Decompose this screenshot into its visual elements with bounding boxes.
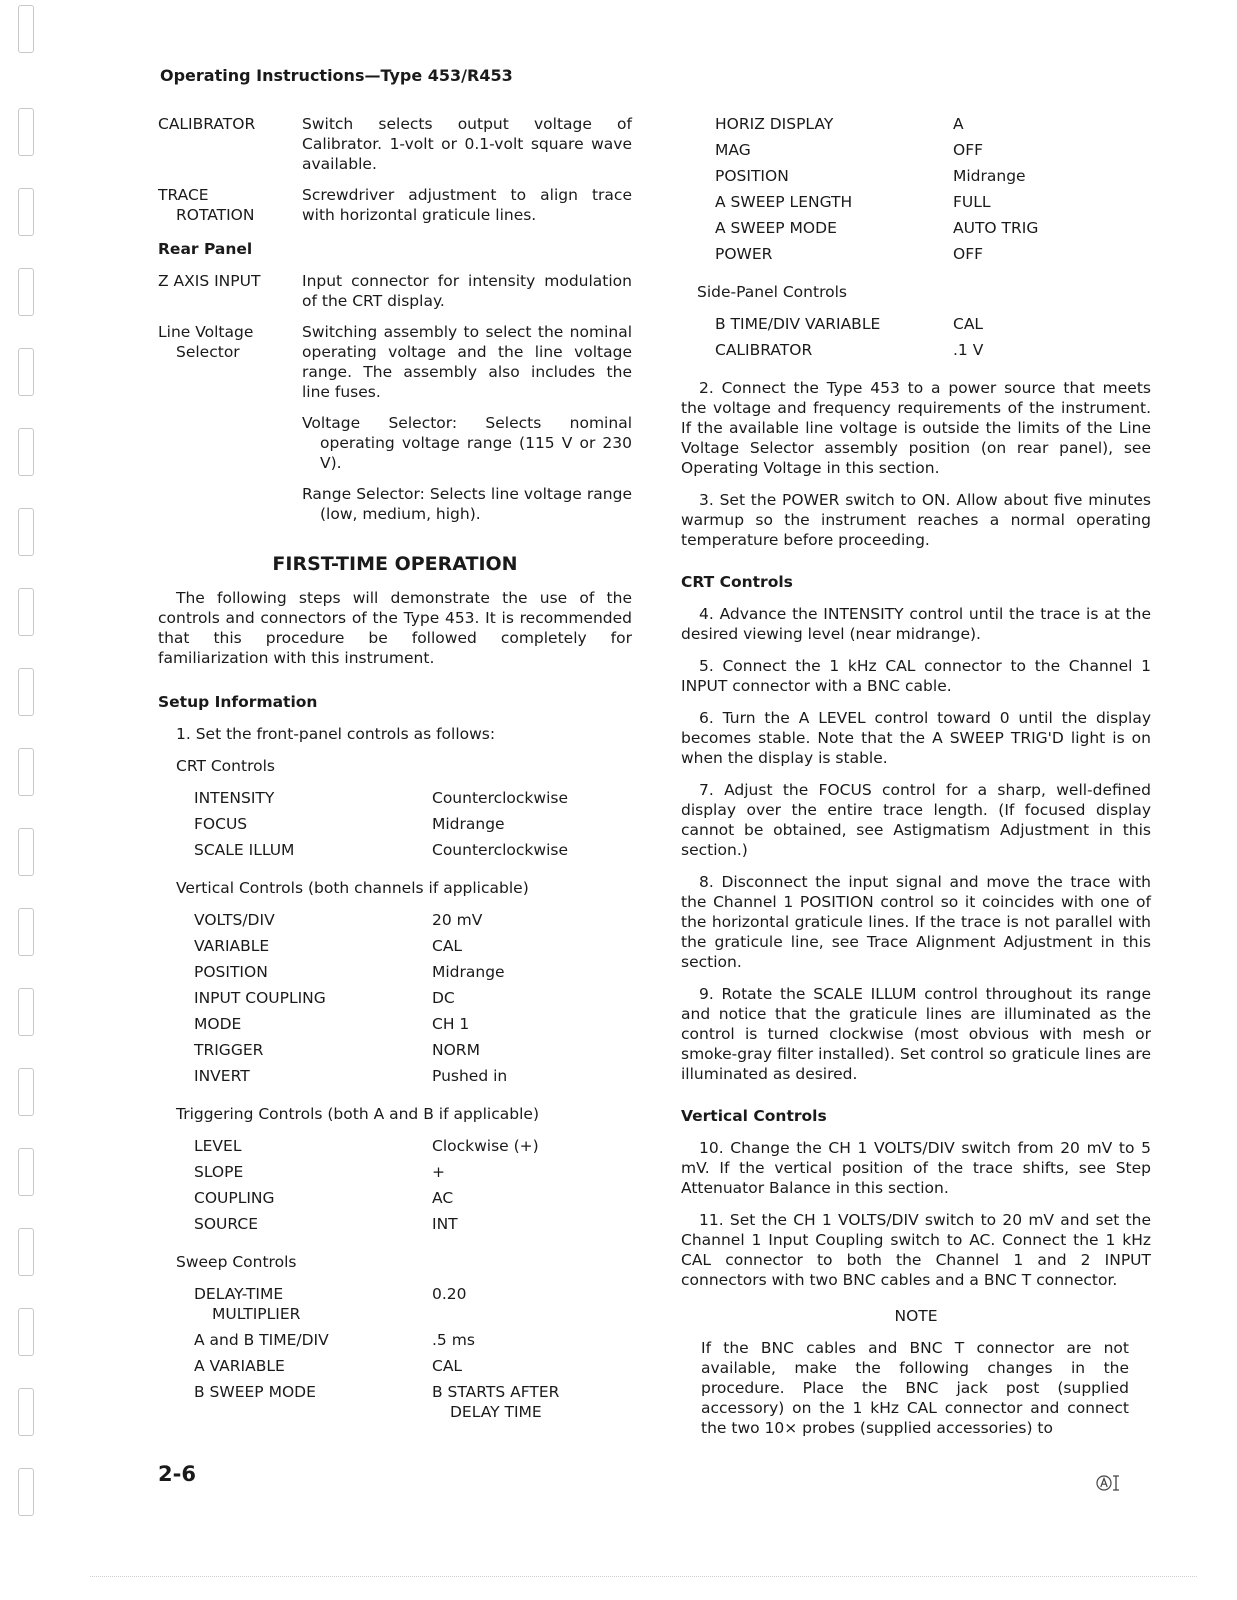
- group-title-sweep: Sweep Controls: [176, 1253, 297, 1271]
- step-paragraph: 10. Change the CH 1 VOLTS/DIV switch from 20 mV to 5 mV. If the vertical position of the trace shifts, see Step Attenuator Balance in this section.: [681, 1139, 1151, 1197]
- group-title-vertical: Vertical Controls (both channels if applicable): [176, 879, 529, 897]
- setting-name: VARIABLE: [194, 937, 270, 955]
- setting-name: INVERT: [194, 1067, 250, 1085]
- settings-table-vertical: [194, 910, 602, 1092]
- setting-name: SOURCE: [194, 1215, 258, 1233]
- definition-term: Z AXIS INPUT: [158, 272, 261, 290]
- settings-table-side-panel: [715, 314, 1123, 366]
- setting-value-cont: DELAY TIME: [450, 1403, 542, 1421]
- table-row: [194, 962, 602, 988]
- table-row: [194, 1188, 602, 1214]
- setting-name: B TIME/DIV VARIABLE: [715, 315, 881, 333]
- setting-value: Clockwise (+): [432, 1137, 539, 1155]
- setting-value: CAL: [953, 315, 984, 333]
- setting-value: Midrange: [432, 815, 505, 833]
- table-row: [194, 936, 602, 962]
- definition-text: Screwdriver adjustment to align trace with horizontal graticule lines.: [302, 186, 632, 224]
- right-column: [681, 114, 1151, 1438]
- group-title-side-panel: Side-Panel Controls: [697, 283, 847, 301]
- setting-value: Counterclockwise: [432, 789, 569, 807]
- running-head: Operating Instructions—Type 453/R453: [160, 66, 513, 85]
- setting-name: VOLTS/DIV: [194, 911, 275, 929]
- settings-table-triggering: [194, 1136, 602, 1240]
- table-row: [194, 1284, 602, 1330]
- step-paragraph: 1. Set the front-panel controls as follows:: [176, 725, 496, 743]
- setting-value: Pushed in: [432, 1067, 508, 1085]
- table-row: [715, 140, 1123, 166]
- setting-name: SCALE ILLUM: [194, 841, 295, 859]
- table-row: [194, 988, 602, 1014]
- setting-name: MODE: [194, 1015, 242, 1033]
- setting-name: A VARIABLE: [194, 1357, 285, 1375]
- group-title-triggering: Triggering Controls (both A and B if applicable): [176, 1105, 539, 1123]
- intro-paragraph: The following steps will demonstrate the use of the controls and connectors of the Type 453. It is recommended that this procedure be followed completely for familiarization with this instrument.: [158, 589, 632, 667]
- setting-name: INTENSITY: [194, 789, 275, 807]
- setting-name: A SWEEP MODE: [715, 219, 837, 237]
- setting-value: CH 1: [432, 1015, 470, 1033]
- definition-line-voltage-selector: [158, 322, 632, 524]
- crt-controls-heading: CRT Controls: [681, 573, 793, 591]
- setting-value: B STARTS AFTER: [432, 1383, 560, 1401]
- setting-value: AUTO TRIG: [953, 219, 1039, 237]
- table-row: [194, 1136, 602, 1162]
- setup-heading: Setup Information: [158, 693, 318, 711]
- table-row: [194, 840, 602, 866]
- group-title-crt: CRT Controls: [176, 757, 275, 775]
- vertical-controls-heading: Vertical Controls: [681, 1107, 827, 1125]
- setting-name: HORIZ DISPLAY: [715, 115, 834, 133]
- setting-value: OFF: [953, 245, 984, 263]
- binder-holes: [14, 0, 38, 1600]
- left-column: [158, 114, 632, 1440]
- setting-name: POWER: [715, 245, 773, 263]
- table-row: [715, 166, 1123, 192]
- step-paragraph: 2. Connect the Type 453 to a power source that meets the voltage and frequency requirements of the instrument. If the available line voltage is outside the limits of the Line Voltage Selector assembly position (on rear panel), see Operating Voltage in this section.: [681, 379, 1151, 477]
- setting-value: FULL: [953, 193, 991, 211]
- table-row: [194, 788, 602, 814]
- setting-name: POSITION: [194, 963, 268, 981]
- definition-z-axis-input: [158, 271, 632, 311]
- table-row: [715, 192, 1123, 218]
- definition-text: Range Selector: Selects line voltage range (low, medium, high).: [302, 485, 632, 523]
- setting-name: TRIGGER: [194, 1041, 264, 1059]
- table-row: [194, 1356, 602, 1382]
- setting-name: A SWEEP LENGTH: [715, 193, 853, 211]
- table-row: [194, 1162, 602, 1188]
- table-row: [194, 1330, 602, 1356]
- setting-value: CAL: [432, 937, 463, 955]
- section-title: FIRST-TIME OPERATION: [272, 553, 518, 575]
- revision-mark-icon: [1096, 1472, 1122, 1494]
- setting-value: 0.20: [432, 1285, 467, 1303]
- setting-value: Counterclockwise: [432, 841, 569, 859]
- table-row: [194, 910, 602, 936]
- setting-name: POSITION: [715, 167, 789, 185]
- table-row: [194, 1382, 602, 1428]
- step-paragraph: 7. Adjust the FOCUS control for a sharp, well-defined display over the entire trace length. (If focused display cannot be obtained, see Astigmatism Adjustment in this section.): [681, 781, 1151, 859]
- setting-name: MAG: [715, 141, 751, 159]
- table-row: [194, 1214, 602, 1240]
- definition-term: CALIBRATOR: [158, 115, 256, 133]
- setting-name: COUPLING: [194, 1189, 275, 1207]
- table-row: [715, 314, 1123, 340]
- setting-value: CAL: [432, 1357, 463, 1375]
- table-row: [194, 1040, 602, 1066]
- definition-trace-rotation: [158, 185, 632, 225]
- definition-term: TRACE: [158, 186, 209, 204]
- setting-name: DELAY-TIME: [194, 1285, 284, 1303]
- definition-text: Voltage Selector: Selects nominal operating voltage range (115 V or 230 V).: [302, 414, 632, 472]
- setting-name: FOCUS: [194, 815, 248, 833]
- step-paragraph: 9. Rotate the SCALE ILLUM control throughout its range and notice that the graticule lines are illuminated as the control is turned clockwise (most obvious with mesh or smoke-gray filter installed). Set control so graticule lines are illuminated as desired.: [681, 985, 1151, 1083]
- definition-term: Line Voltage: [158, 323, 254, 341]
- setting-value: 20 mV: [432, 911, 483, 929]
- setting-value: Midrange: [953, 167, 1026, 185]
- settings-table-horizontal: [715, 114, 1123, 270]
- setting-name: CALIBRATOR: [715, 341, 813, 359]
- setting-value: INT: [432, 1215, 458, 1233]
- note-heading: NOTE: [894, 1307, 938, 1325]
- step-paragraph: 3. Set the POWER switch to ON. Allow about five minutes warmup so the instrument reaches a normal operating temperature before proceeding.: [681, 491, 1151, 549]
- definition-text: Switching assembly to select the nominal operating voltage and the line voltage range. The assembly also includes the line fuses.: [302, 323, 632, 401]
- setting-value: DC: [432, 989, 455, 1007]
- definition-text: Switch selects output voltage of Calibrator. 1-volt or 0.1-volt square wave available.: [302, 115, 632, 173]
- setting-value: AC: [432, 1189, 454, 1207]
- definition-term-sub: ROTATION: [176, 206, 255, 224]
- page-edge-line: [90, 1576, 1197, 1577]
- table-row: [715, 218, 1123, 244]
- table-row: [194, 1014, 602, 1040]
- definition-term-sub: Selector: [176, 343, 240, 361]
- setting-name: INPUT COUPLING: [194, 989, 326, 1007]
- settings-table-crt: [194, 788, 602, 866]
- definition-text: Input connector for intensity modulation of the CRT display.: [302, 272, 632, 310]
- note-text: If the BNC cables and BNC T connector are not available, make the following changes in the procedure. Place the BNC jack post (supplied accessory) on the 1 kHz CAL connector and connect the two 10× probes (supplied accessories) to: [701, 1339, 1129, 1437]
- page-number: 2-6: [158, 1462, 196, 1486]
- table-row: [715, 340, 1123, 366]
- table-row: [715, 244, 1123, 270]
- step-paragraph: 4. Advance the INTENSITY control until the trace is at the desired viewing level (near midrange).: [681, 605, 1151, 643]
- table-row: [715, 114, 1123, 140]
- setting-value: +: [432, 1163, 445, 1181]
- step-paragraph: 8. Disconnect the input signal and move the trace with the Channel 1 POSITION control so it coincides with one of the horizontal graticule lines. If the trace is not parallel with the graticule line, see Trace Alignment Adjustment in this section.: [681, 873, 1151, 971]
- settings-table-sweep: [194, 1284, 602, 1428]
- table-row: [194, 814, 602, 840]
- step-paragraph: 5. Connect the 1 kHz CAL connector to the Channel 1 INPUT connector with a BNC cable.: [681, 657, 1151, 695]
- setting-value: .5 ms: [432, 1331, 475, 1349]
- setting-value: Midrange: [432, 963, 505, 981]
- setting-value: .1 V: [953, 341, 984, 359]
- setting-name: A and B TIME/DIV: [194, 1331, 329, 1349]
- setting-name: SLOPE: [194, 1163, 244, 1181]
- step-paragraph: 11. Set the CH 1 VOLTS/DIV switch to 20 mV and set the Channel 1 Input Coupling switch to AC. Connect the 1 kHz CAL connector to both the Channel 1 and 2 INPUT connectors with two BNC cables and a BNC T connector.: [681, 1211, 1151, 1289]
- setting-value: OFF: [953, 141, 984, 159]
- step-paragraph: 6. Turn the A LEVEL control toward 0 until the display becomes stable. Note that the A SWEEP TRIG'D light is on when the display is stable.: [681, 709, 1151, 767]
- setting-name-cont: MULTIPLIER: [212, 1305, 301, 1323]
- setting-name: LEVEL: [194, 1137, 242, 1155]
- table-row: [194, 1066, 602, 1092]
- rear-panel-heading: Rear Panel: [158, 240, 253, 258]
- setting-value: NORM: [432, 1041, 480, 1059]
- setting-name: B SWEEP MODE: [194, 1383, 316, 1401]
- definition-calibrator: [158, 114, 632, 174]
- setting-value: A: [953, 115, 964, 133]
